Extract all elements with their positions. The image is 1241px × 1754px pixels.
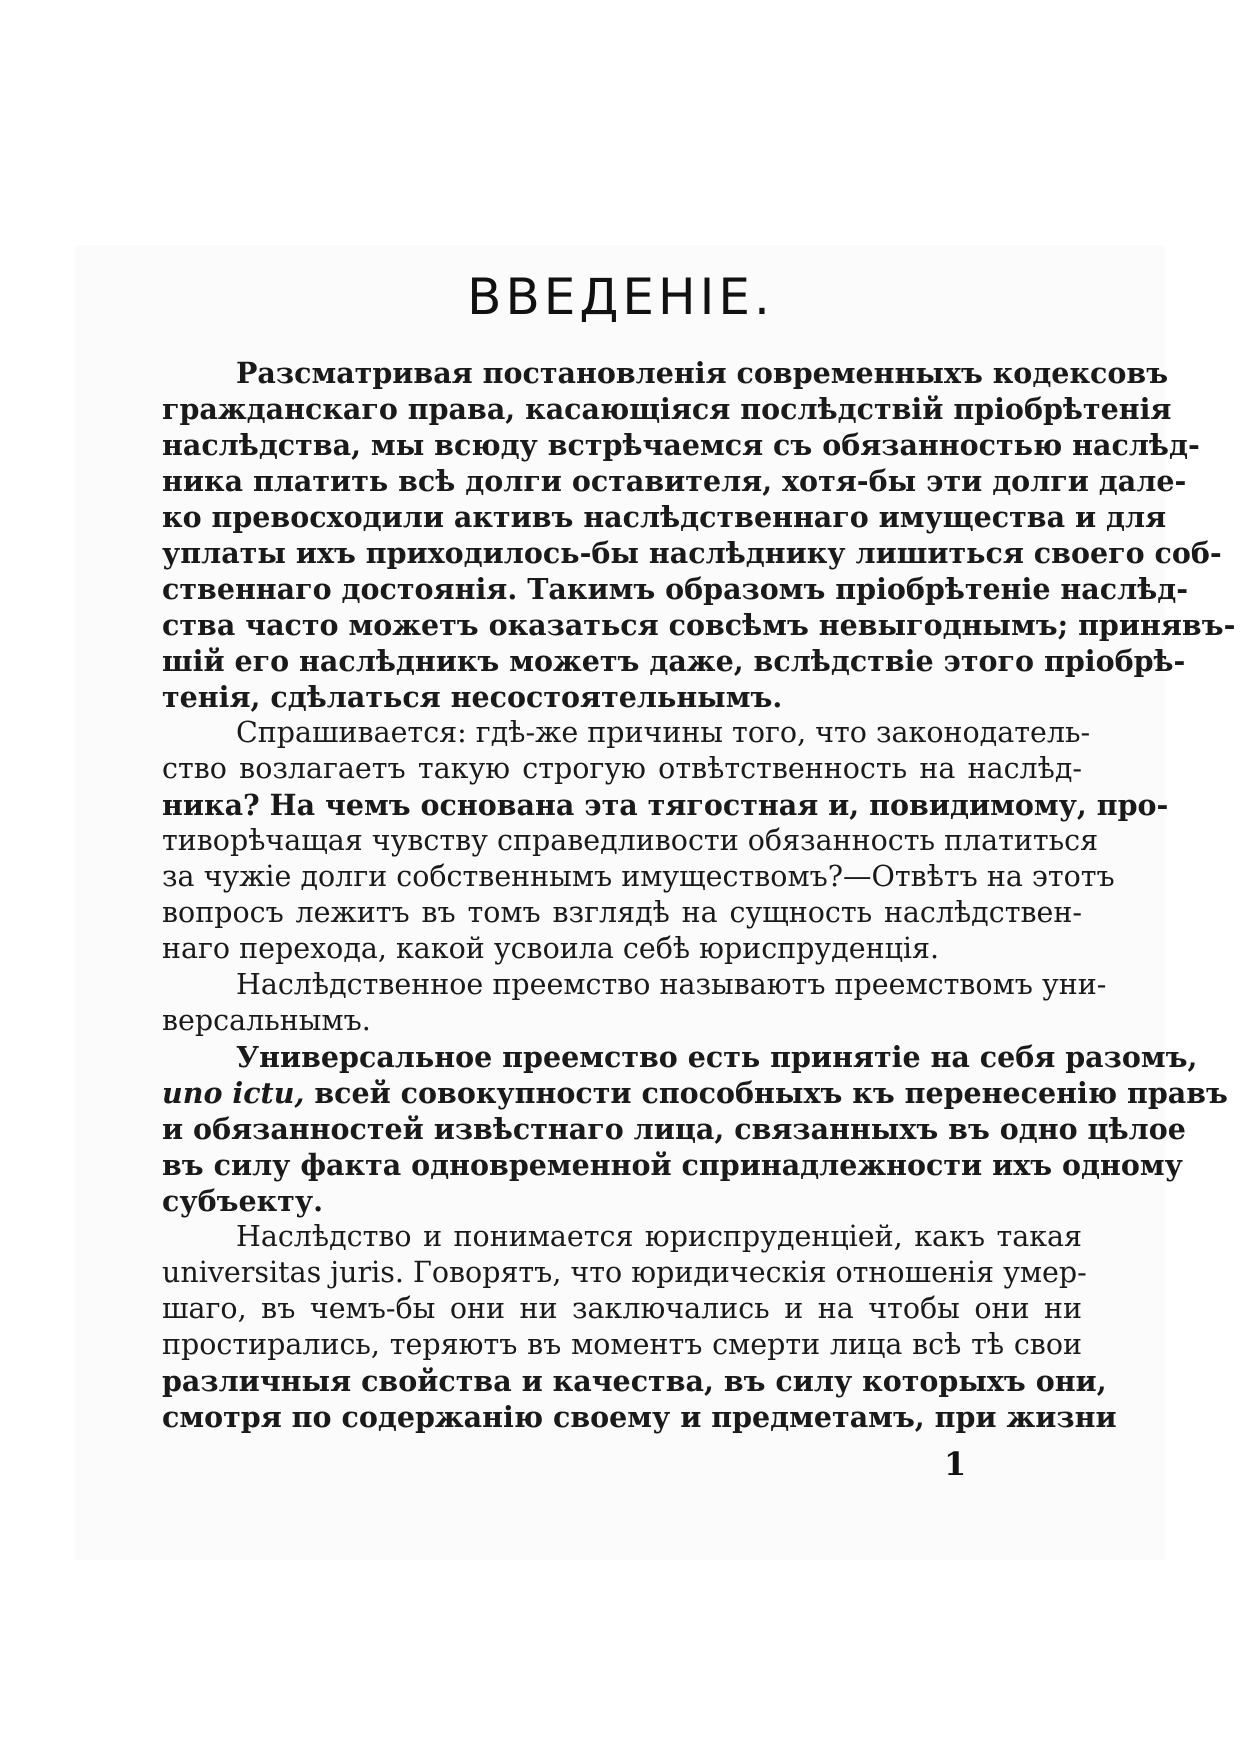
text-line: ственнаго достоянія. Такимъ образомъ пріобрѣтеніе наслѣд- xyxy=(162,572,1189,606)
text-line: наслѣдства, мы всюду встрѣчаемся съ обязанностью наслѣд- xyxy=(162,428,1200,462)
page-number: 1 xyxy=(944,1445,967,1483)
text-line: ко превосходили активъ наслѣдственнаго имущества и для xyxy=(162,500,1167,534)
text-line xyxy=(162,1075,1228,1111)
text-line: субъекту. xyxy=(162,1184,324,1218)
text-line: смотря по содержанію своему и предметамъ, при жизни xyxy=(162,1400,1117,1434)
latin-phrase: uno ictu, xyxy=(162,1076,305,1110)
text-line: версальнымъ. xyxy=(162,1004,371,1037)
text-line: вопросъ лежитъ въ томъ взглядѣ на сущность наслѣдствен- xyxy=(162,896,1082,929)
text-line: и обязанностей извѣстнаго лица, связанныхъ въ одно цѣлое xyxy=(162,1112,1186,1146)
text-line: въ силу факта одновременной спринадлежности ихъ одному xyxy=(162,1148,1183,1182)
text-line: Спрашивается: гдѣ-же причины того, что законодатель- xyxy=(236,716,1091,749)
text-line: шій его наслѣдникъ можетъ даже, вслѣдствіе этого пріобрѣ- xyxy=(162,644,1186,678)
text-line: Наслѣдство и понимается юриспруденціей, какъ такая xyxy=(236,1220,1082,1253)
text-line: простирались, теряютъ въ моментъ смерти лица всѣ тѣ свои xyxy=(162,1328,1082,1361)
body-text xyxy=(162,355,1236,1435)
text-line: за чужіе долги собственнымъ имуществомъ?—Отвѣтъ на этотъ xyxy=(162,860,1115,893)
text-line: ника? На чемъ основана эта тягостная и, повидимому, про- xyxy=(162,788,1169,822)
text-line: Универсальное преемство есть принятіе на себя разомъ, xyxy=(236,1040,1198,1074)
text-line: тиворѣчащая чувству справедливости обязанность платиться xyxy=(162,824,1099,857)
text-line: Наслѣдственное преемство называютъ преемствомъ уни- xyxy=(236,968,1107,1001)
text-line: ство возлагаетъ такую строгую отвѣтственность на наслѣд- xyxy=(162,752,1082,785)
text-line: ника платить всѣ долги оставителя, хотя-бы эти долги дале- xyxy=(162,464,1187,498)
text-line: тенія, сдѣлаться несостоятельнымъ. xyxy=(162,680,783,714)
text-line: шаго, въ чемъ-бы они ни заключались и на чтобы они ни xyxy=(162,1292,1082,1325)
text-line: уплаты ихъ приходилось-бы наслѣднику лишиться своего соб- xyxy=(162,536,1222,570)
text-line: гражданскаго права, касающіяся послѣдствій пріобрѣтенія xyxy=(162,392,1172,426)
text-line: ства часто можетъ оказаться совсѣмъ невыгоднымъ; принявъ- xyxy=(162,608,1236,642)
text-line: Разсматривая постановленія современныхъ кодексовъ xyxy=(236,356,1169,390)
text-line: universitas juris. Говорятъ, что юридическія отношенія умер- xyxy=(162,1256,1087,1289)
page-title: ВВЕДЕНІЕ. xyxy=(467,268,774,326)
text-line-rest: всей совокупности способныхъ къ перенесенію правъ xyxy=(314,1076,1228,1110)
text-line: различныя свойства и качества, въ силу которыхъ они, xyxy=(162,1364,1107,1398)
text-line: наго перехода, какой усвоила себѣ юриспруденція. xyxy=(162,932,940,965)
